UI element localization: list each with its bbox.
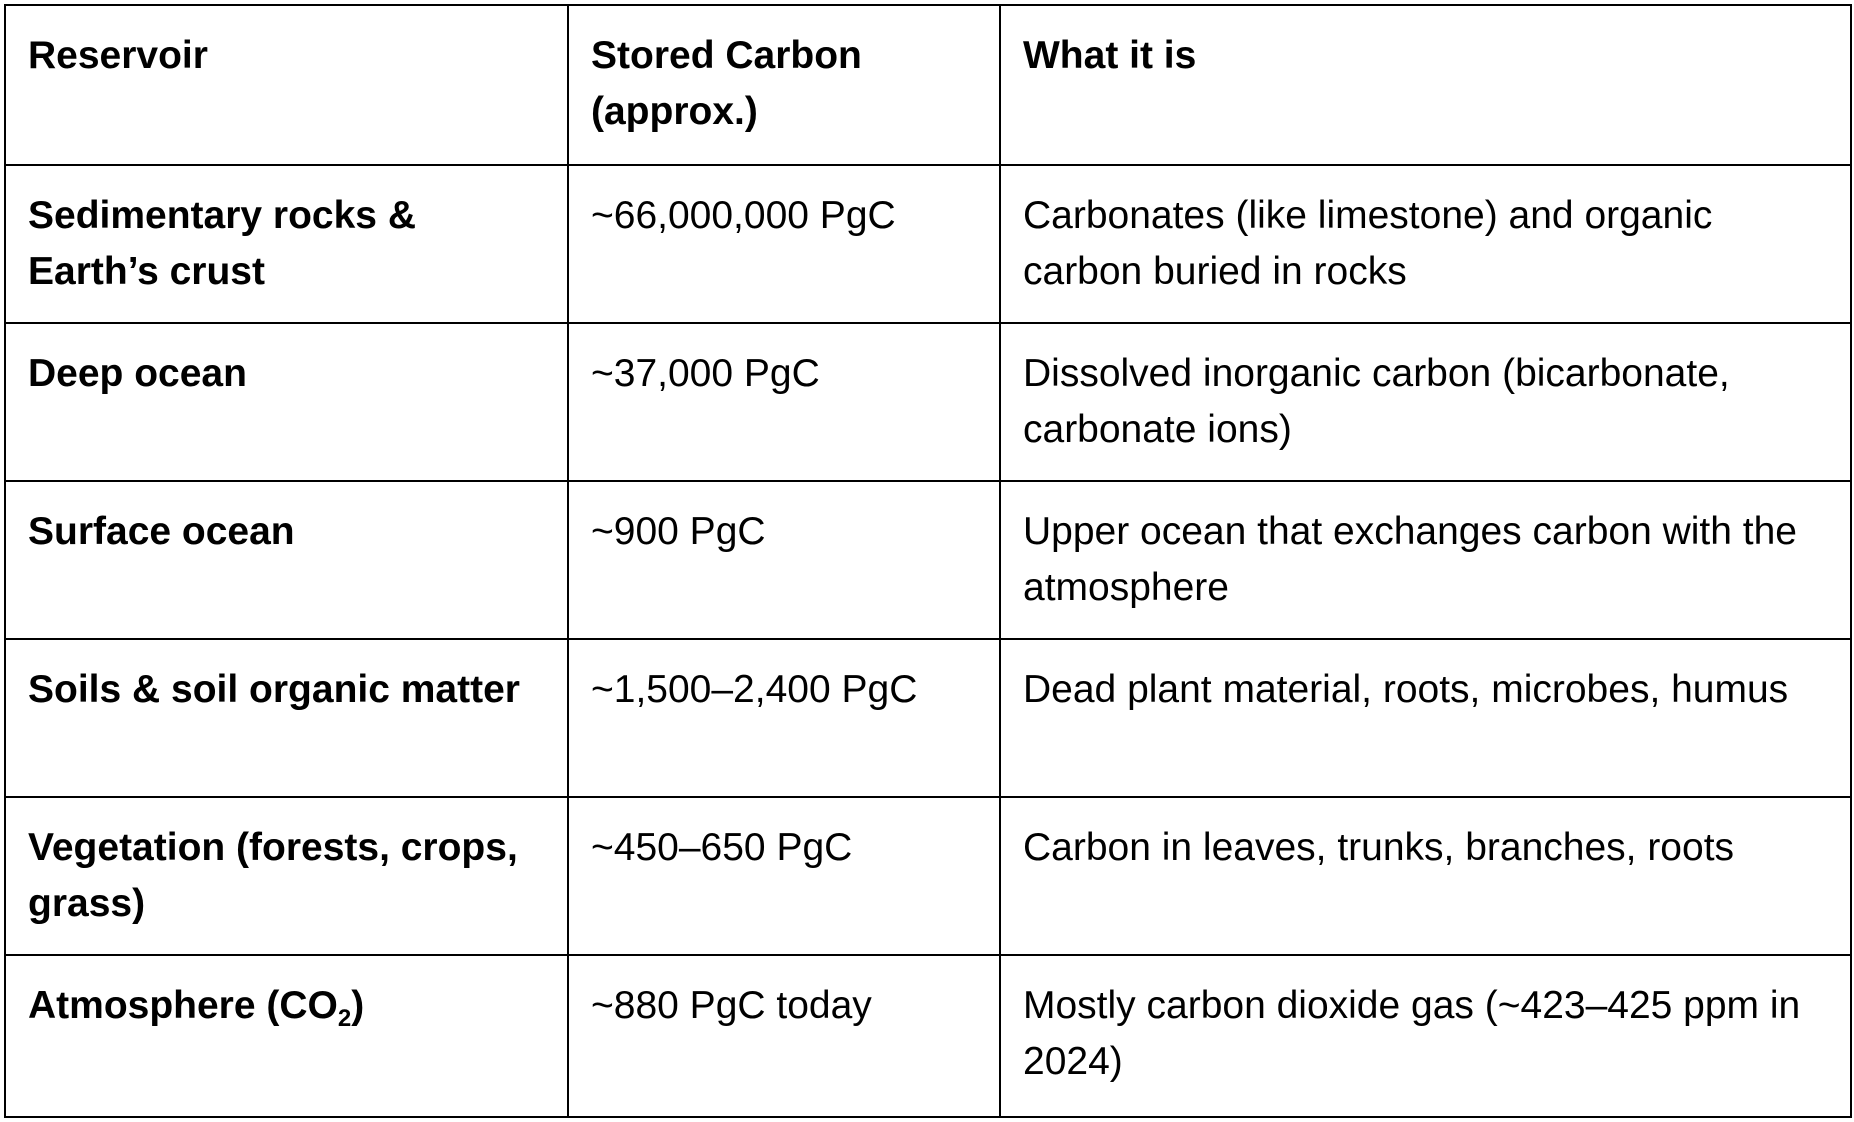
table-row (5, 481, 1851, 639)
reservoir-label-subscript: 2 (337, 1005, 352, 1032)
description-cell: Dead plant material, roots, microbes, humus (1000, 639, 1851, 797)
reservoir-cell: Sedimentary rocks & Earth’s crust (5, 165, 568, 323)
stored-carbon-cell: ~1,500–2,400 PgC (568, 639, 1000, 797)
description-cell: Upper ocean that exchanges carbon with the atmosphere (1000, 481, 1851, 639)
table-row (5, 165, 1851, 323)
reservoir-label-end: ) (351, 984, 365, 1027)
reservoir-cell: Vegetation (forests, crops, grass) (5, 797, 568, 955)
reservoir-cell: Deep ocean (5, 323, 568, 481)
stored-carbon-cell: ~37,000 PgC (568, 323, 1000, 481)
header-stored-carbon: Stored Carbon (approx.) (568, 5, 1000, 165)
stored-carbon-cell: ~880 PgC today (568, 955, 1000, 1117)
reservoir-cell: Soils & soil organic matter (5, 639, 568, 797)
description-cell: Carbonates (like limestone) and organic carbon buried in rocks (1000, 165, 1851, 323)
description-cell: Mostly carbon dioxide gas (~423–425 ppm in 2024) (1000, 955, 1851, 1117)
description-cell: Dissolved inorganic carbon (bicarbonate, carbonate ions) (1000, 323, 1851, 481)
reservoir-cell: Surface ocean (5, 481, 568, 639)
carbon-reservoirs-table (4, 4, 1852, 1118)
reservoir-label-main: Atmosphere (CO (28, 984, 338, 1027)
stored-carbon-cell: ~66,000,000 PgC (568, 165, 1000, 323)
stored-carbon-cell: ~450–650 PgC (568, 797, 1000, 955)
header-what-it-is: What it is (1000, 5, 1851, 165)
table-row (5, 797, 1851, 955)
header-reservoir: Reservoir (5, 5, 568, 165)
table-row (5, 323, 1851, 481)
description-cell: Carbon in leaves, trunks, branches, roots (1000, 797, 1851, 955)
table-header-row (5, 5, 1851, 165)
reservoir-cell (5, 955, 568, 1117)
table-row (5, 639, 1851, 797)
stored-carbon-cell: ~900 PgC (568, 481, 1000, 639)
table-row (5, 955, 1851, 1117)
